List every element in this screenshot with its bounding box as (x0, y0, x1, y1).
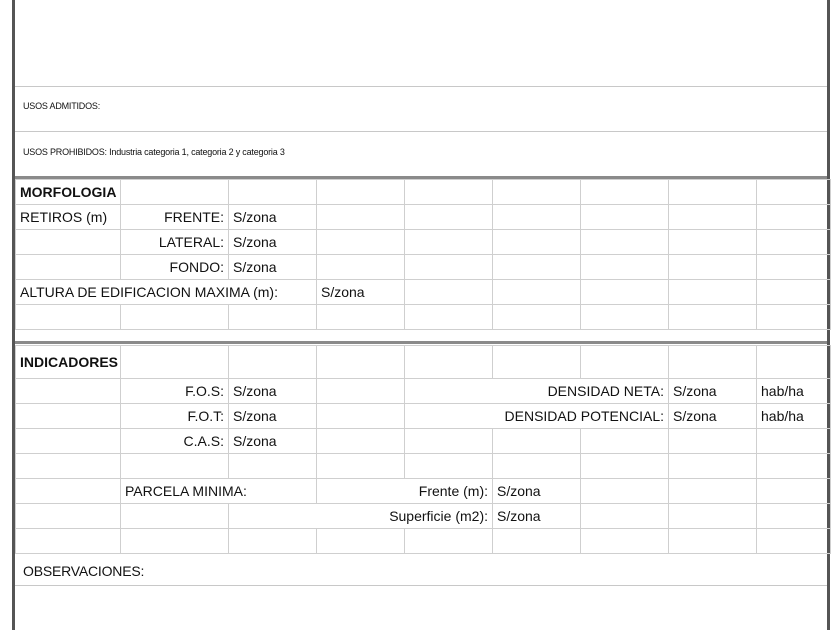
densidad-neta-value: S/zona (669, 379, 757, 404)
table-row (16, 504, 831, 529)
parcela-frente-value: S/zona (493, 479, 581, 504)
table-row (16, 205, 831, 230)
table-row (16, 529, 831, 554)
table-row (16, 305, 831, 330)
parcela-frente-label: Frente (m): (317, 479, 493, 504)
frente-label: FRENTE: (121, 205, 229, 230)
cas-label: C.A.S: (121, 429, 229, 454)
divider (15, 86, 827, 87)
parcela-superficie-value: S/zona (493, 504, 581, 529)
divider (15, 585, 827, 586)
parcela-minima-label: PARCELA MINIMA: (121, 479, 317, 504)
observaciones-label: OBSERVACIONES: (23, 563, 145, 579)
fot-label: F.O.T: (121, 404, 229, 429)
table-row (16, 454, 831, 479)
fondo-label: FONDO: (121, 255, 229, 280)
densidad-potencial-label: DENSIDAD POTENCIAL: (405, 404, 669, 429)
fondo-value: S/zona (229, 255, 317, 280)
densidad-neta-unit: hab/ha (757, 379, 831, 404)
usos-admitidos-text: USOS ADMITIDOS: (23, 101, 101, 111)
indicadores-table (15, 345, 831, 554)
table-row (16, 429, 831, 454)
parcela-superficie-label: Superficie (m2): (229, 504, 493, 529)
table-row (16, 379, 831, 404)
indicadores-title: INDICADORES (16, 346, 121, 379)
table-row (16, 180, 831, 205)
section-separator (15, 341, 827, 344)
frente-value: S/zona (229, 205, 317, 230)
densidad-neta-label: DENSIDAD NETA: (405, 379, 669, 404)
document-sheet (12, 0, 830, 630)
densidad-potencial-value: S/zona (669, 404, 757, 429)
usos-prohibidos-text: USOS PROHIBIDOS: Industria categoria 1, categoria 2 y categoria 3 (23, 147, 285, 157)
divider (15, 131, 827, 132)
lateral-value: S/zona (229, 230, 317, 255)
morfologia-title: MORFOLOGIA (16, 180, 121, 205)
fot-value: S/zona (229, 404, 317, 429)
densidad-potencial-unit: hab/ha (757, 404, 831, 429)
table-row (16, 230, 831, 255)
table-row (16, 255, 831, 280)
fos-label: F.O.S: (121, 379, 229, 404)
altura-value: S/zona (317, 280, 405, 305)
cas-value: S/zona (229, 429, 317, 454)
fos-value: S/zona (229, 379, 317, 404)
retiros-label: RETIROS (m) (16, 205, 121, 230)
table-row (16, 404, 831, 429)
table-row (16, 280, 831, 305)
lateral-label: LATERAL: (121, 230, 229, 255)
table-row (16, 479, 831, 504)
morfologia-table (15, 179, 831, 330)
table-row (16, 346, 831, 379)
altura-label: ALTURA DE EDIFICACION MAXIMA (m): (16, 280, 317, 305)
